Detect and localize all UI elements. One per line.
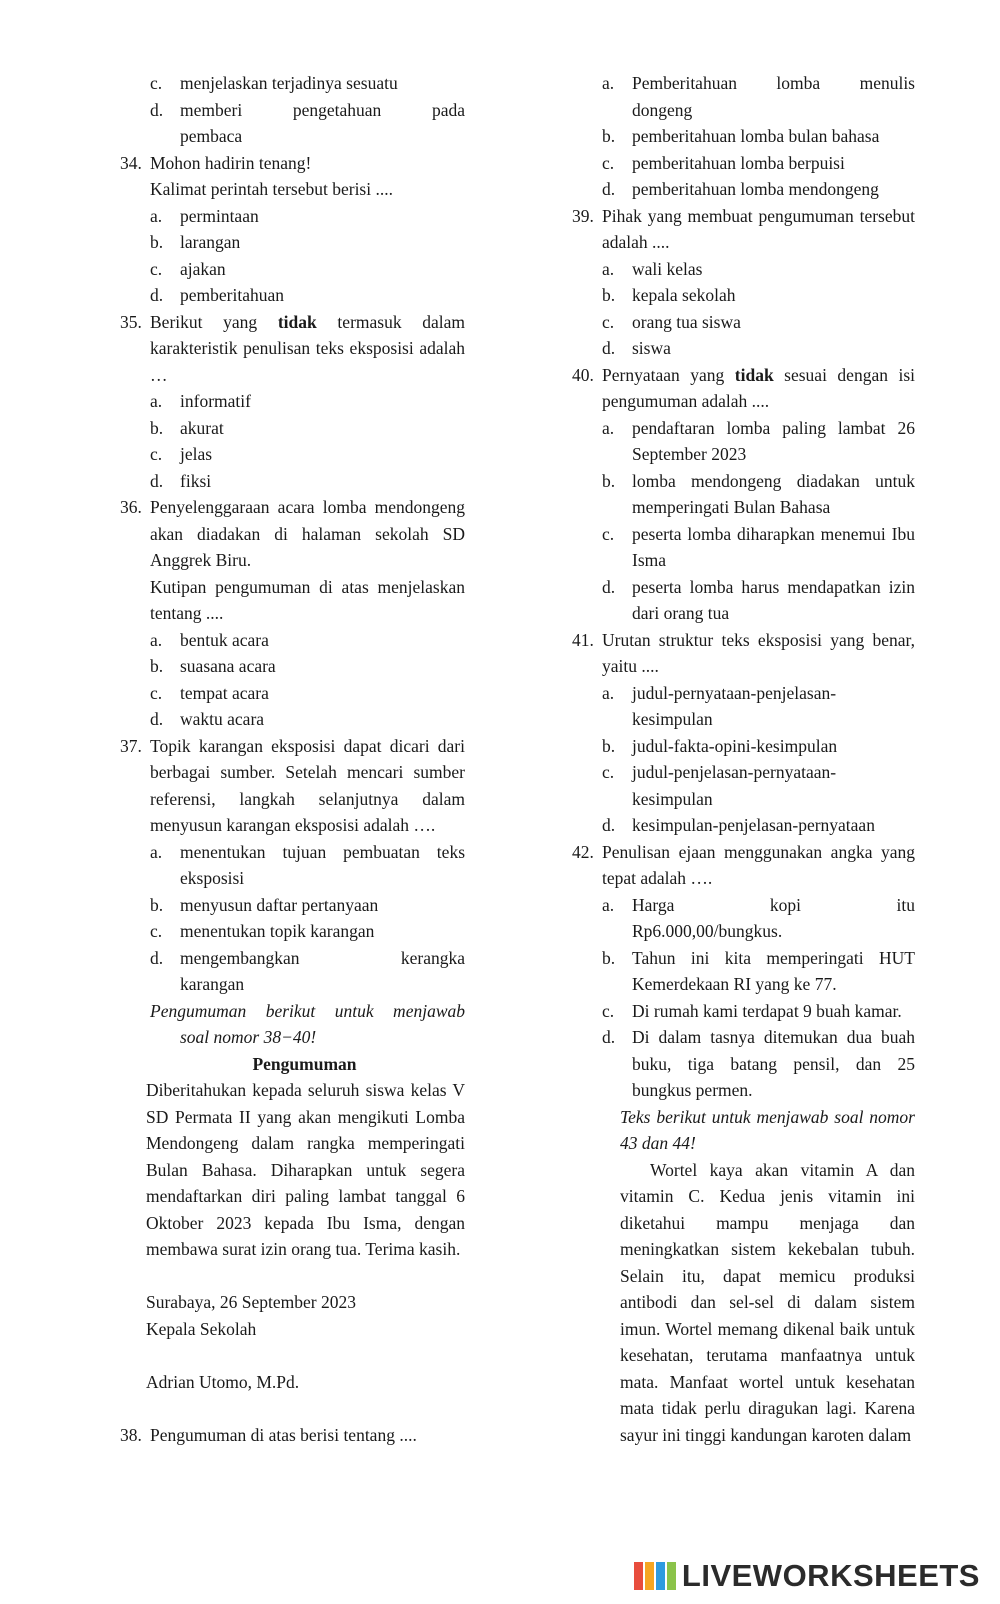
q36-option-a[interactable]: a. bentuk acara xyxy=(150,629,269,650)
q36-option-c[interactable]: c. tempat acara xyxy=(150,682,269,703)
q36-option-d[interactable]: d. waktu acara xyxy=(150,709,265,729)
q38-option-c[interactable]: c. pemberitahuan lomba berpuisi xyxy=(602,152,845,173)
question-34-prompt: Kalimat perintah tersebut berisi .... xyxy=(150,179,393,199)
q34-option-c[interactable]: c. ajakan xyxy=(150,258,226,279)
question-40: 40. Pernyataan yang tidak sesuai dengan isi pengumuman adalah .... xyxy=(572,364,915,411)
question-39: 39. Pihak yang membuat pengumuman tersebut adalah .... xyxy=(572,205,915,252)
q39-option-a[interactable]: a. wali kelas xyxy=(602,258,703,279)
logo-bar-4 xyxy=(667,1562,676,1590)
announcement-body: Diberitahukan kepada seluruh siswa kelas V SD Permata II yang akan mengikuti Lomba Mendongeng dalam rangka memperingati Bulan Bahasa. Diharapkan untuk segera mendaftarkan diri paling lambat tanggal 6 Oktober 2023 kepada Ibu Isma, dengan membawa surat izin orang tua. Terima kasih. Surabaya, 26 September 2023 Kepala Sekolah Adrian Utomo, M.Pd. xyxy=(120,1077,465,1395)
passage-intro: Teks berikut untuk menjawab soal nomor 43 dan 44! xyxy=(620,1106,915,1153)
q42-option-b[interactable]: b. Tahun ini kita memperingati HUT Kemerdekaan RI yang ke 77. xyxy=(602,947,915,994)
logo-bar-1 xyxy=(634,1562,643,1590)
q37-option-a[interactable]: a. menentukan tujuan pembuatan teks eksposisi xyxy=(150,841,465,888)
q42-option-d[interactable]: d. Di dalam tasnya ditemukan dua buah buku, tiga batang pensil, dan 25 bungkus permen. xyxy=(602,1027,915,1100)
question-37: 37. Topik karangan eksposisi dapat dicari dari berbagai sumber. Setelah mencari sumber referensi, langkah selanjutnya dalam menyusun karangan eksposisi adalah …. xyxy=(120,735,465,835)
q40-option-d[interactable]: d. peserta lomba harus mendapatkan izin dari orang tua xyxy=(602,576,915,623)
q34-option-b[interactable]: b. larangan xyxy=(150,232,241,252)
q37-option-c[interactable]: c. menentukan topik karangan xyxy=(150,921,375,941)
logo-bar-3 xyxy=(656,1562,665,1590)
q41-option-a[interactable]: a. judul-pernyataan-penjelasan- kesimpulan xyxy=(602,682,837,729)
announcement-position: Kepala Sekolah xyxy=(146,1318,257,1339)
announcement-intro: Pengumuman berikut untuk menjawab xyxy=(150,1000,465,1021)
q33-option-c: c. menjelaskan terjadinya sesuatu xyxy=(150,73,398,93)
question-42: 42. Penulisan ejaan menggunakan angka yang tepat adalah …. xyxy=(572,841,915,888)
q40-option-c[interactable]: c. peserta lomba diharapkan menemui Ibu Isma xyxy=(602,523,915,570)
question-38: 38. Pengumuman di atas berisi tentang .... xyxy=(120,1424,417,1445)
logo-bar-2 xyxy=(645,1562,654,1590)
q38-option-b[interactable]: b. pemberitahuan lomba bulan bahasa xyxy=(602,126,880,146)
question-41: 41. Urutan struktur teks eksposisi yang benar, yaitu .... xyxy=(572,629,915,676)
q35-option-b[interactable]: b. akurat xyxy=(150,417,224,438)
q37-option-d[interactable]: d. mengembangkan kerangka karangan xyxy=(150,947,465,994)
q35-option-d[interactable]: d. fiksi xyxy=(150,470,212,491)
q39-option-b[interactable]: b. kepala sekolah xyxy=(602,285,736,305)
q34-option-a[interactable]: a. permintaan xyxy=(150,205,259,226)
passage-text: Wortel kaya akan vitamin A dan vitamin C. Kedua jenis vitamin ini diketahui mampu menjaga dan meningkatkan sistem kekebalan tubuh. Selain itu, dapat memicu produksi antibodi dan sel-sel di dalam sistem imun. Wortel memang dikenal baik untuk kesehatan, terutama manfaatnya untuk mata. Manfaat wortel untuk kesehatan mata tidak perlu diragukan lagi. Karena sayur ini tinggi kandungan karoten dalam xyxy=(620,1159,915,1445)
question-34: 34. Mohon hadirin tenang! xyxy=(120,152,312,173)
question-35: 35. Berikut yang tidak termasuk dalam karakteristik penulisan teks eksposisi adalah … xyxy=(120,311,466,385)
q41-option-c[interactable]: c. judul-penjelasan-pernyataan- kesimpulan xyxy=(602,762,837,809)
left-column xyxy=(120,70,465,1448)
q38-option-d[interactable]: d. pemberitahuan lomba mendongeng xyxy=(602,179,879,199)
q42-option-c[interactable]: c. Di rumah kami terdapat 9 buah kamar. xyxy=(602,1000,902,1021)
q40-option-a[interactable]: a. pendaftaran lomba paling lambat 26 September 2023 xyxy=(602,417,915,464)
q35-option-a[interactable]: a. informatif xyxy=(150,391,251,411)
announcement-place-date: Surabaya, 26 September 2023 xyxy=(146,1292,356,1312)
q36-option-b[interactable]: b. suasana acara xyxy=(150,656,276,676)
question-36-prompt: Kutipan pengumuman di atas menjelaskan tentang .... xyxy=(150,576,465,623)
q39-option-d[interactable]: d. siswa xyxy=(602,338,671,358)
q41-option-d[interactable]: d. kesimpulan-penjelasan-pernyataan xyxy=(602,815,875,835)
q38-option-a[interactable]: a. Pemberitahuan lomba menulis dongeng xyxy=(602,73,915,120)
q41-option-b[interactable]: b. judul-fakta-opini-kesimpulan xyxy=(602,735,838,756)
q42-option-a[interactable]: a. Harga kopi itu Rp6.000,00/bungkus. xyxy=(602,894,915,941)
liveworksheets-icon xyxy=(634,1562,678,1590)
q40-option-b[interactable]: b. lomba mendongeng diadakan untuk memperingati Bulan Bahasa xyxy=(602,470,915,517)
question-36: 36. Penyelenggaraan acara lomba mendongeng akan diadakan di halaman sekolah SD Anggrek Biru. xyxy=(120,497,465,570)
brand-name: LIVEWORKSHEETS xyxy=(681,1557,980,1593)
liveworksheets-logo xyxy=(634,1557,980,1593)
q33-option-d: d. memberi pengetahuan pada pembaca xyxy=(150,99,465,146)
announcement-signer: Adrian Utomo, M.Pd. xyxy=(146,1371,300,1392)
q37-option-b[interactable]: b. menyusun daftar pertanyaan xyxy=(150,894,379,915)
q35-option-c[interactable]: c. jelas xyxy=(150,444,213,464)
announcement-title: Pengumuman xyxy=(252,1053,357,1074)
right-column xyxy=(572,70,915,1448)
announcement-intro-line2: soal nomor 38−40! xyxy=(180,1027,317,1047)
q34-option-d[interactable]: d. pemberitahuan xyxy=(150,285,284,305)
q39-option-c[interactable]: c. orang tua siswa xyxy=(602,311,741,332)
